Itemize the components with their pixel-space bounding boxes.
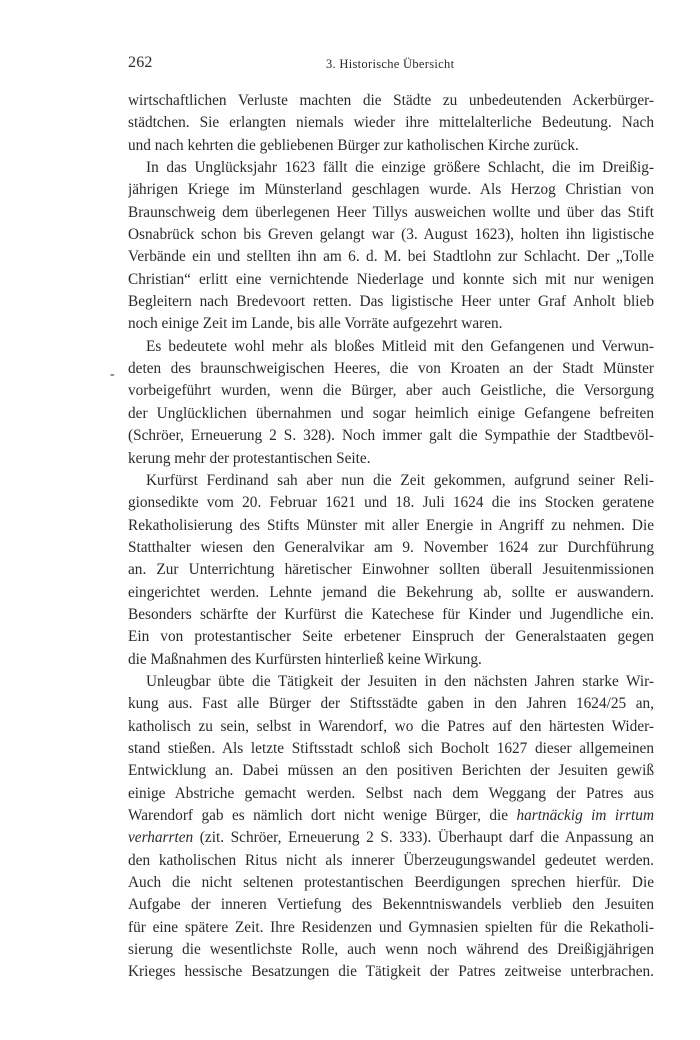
text-line: Warendorf gab es nämlich dort nicht wenige Bürger, die hartnäckig im irrtum: [128, 807, 654, 824]
text-line: Unleugbar übte die Tätigkeit der Jesuiten in den nächsten Jahren starke Wir-: [146, 672, 654, 690]
running-head: 3. Historische Übersicht: [326, 57, 455, 71]
text-line: der Unglücklichen übernahmen und sogar heimlich einige Gefangene befreiten: [128, 404, 654, 422]
text-line: Kurfürst Ferdinand sah aber nun die Zeit gekommen, aufgrund seiner Reli-: [146, 471, 654, 489]
text-line: katholisch zu sein, selbst in Warendorf, wo die Patres auf den härtesten Wider-: [128, 717, 654, 735]
text-line: In das Unglücksjahr 1623 fällt die einzige größere Schlacht, die im Dreißig-: [146, 159, 654, 177]
text-line: Verbände ein und stellten ihn am 6. d. M. bei Stadtlohn zur Schlacht. Der „Tolle: [128, 248, 654, 266]
paragraph: [128, 336, 654, 470]
text-line: eingerichtet werden. Lehnte jemand die Bekehrung ab, sollte er auswandern.: [128, 583, 654, 601]
text-line: vorbeigeführt wurden, wenn die Bürger, aber auch Geistliche, die Versorgung: [128, 382, 654, 400]
text-line: an. Zur Unterrichtung häretischer Einwohner sollten überall Jesuitenmissionen: [128, 561, 654, 579]
paragraph: [128, 157, 654, 336]
paragraph: [128, 470, 654, 671]
text-line: den katholischen Ritus nicht als innerer Überzeugungswandel gedeutet werden.: [128, 851, 654, 869]
text-line: Begleitern nach Bredevoort retten. Das ligistische Heer unter Graf Anholt blieb: [128, 293, 654, 311]
text-line: städtchen. Sie erlangten niemals wieder ihre mittelalterliche Bedeutung. Nach: [128, 114, 654, 132]
text-line: und nach kehrten die gebliebenen Bürger zur katholischen Kirche zurück.: [128, 136, 579, 154]
text-line: kung aus. Fast alle Bürger der Stiftsstädte gaben in den Jahren 1624/25 an,: [128, 695, 654, 713]
text-line: verharrten (zit. Schröer, Erneuerung 2 S. 333). Überhaupt darf die Anpassung an: [128, 829, 654, 847]
text-line: sierung die wesentlichste Rolle, auch wenn noch während des Dreißigjährigen: [128, 941, 654, 959]
text-line: Christian“ erlitt eine vernichtende Niederlage und konnte sich mit nur wenigen: [128, 270, 654, 288]
text-line: deten des braunschweigischen Heeres, die von Kroaten an der Stadt Münster: [128, 360, 654, 378]
page-number: 262: [128, 54, 153, 71]
text-line: (Schröer, Erneuerung 2 S. 328). Noch immer galt die Sympathie der Stadtbevöl-: [128, 427, 654, 445]
body-text: [128, 90, 654, 984]
text-line: Auch die nicht seltenen protestantischen Beerdigungen sprechen hierfür. Die: [128, 874, 654, 892]
text-line: Ein von protestantischer Seite erbetener Einspruch der Generalstaaten gegen: [128, 628, 654, 646]
text-line: wirtschaftlichen Verluste machten die Städte zu unbedeutenden Ackerbürger-: [128, 92, 654, 109]
text-line: Krieges hessische Besatzungen die Tätigkeit der Patres zeitweise unterbrachen.: [128, 963, 654, 981]
paragraph: [128, 90, 654, 157]
text-line: kerung mehr der protestantischen Seite.: [128, 449, 371, 467]
margin-mark: -: [110, 367, 115, 382]
text-line: einige Abstriche gemacht werden. Selbst nach dem Weggang der Patres aus: [128, 784, 654, 802]
text-line: jährigen Kriege im Münsterland geschlagen wurde. Als Herzog Christian von: [128, 181, 654, 199]
text-line: Es bedeutete wohl mehr als bloßes Mitleid mit den Gefangenen und Verwun-: [146, 337, 654, 355]
text-line: stand stießen. Als letzte Stiftsstadt schloß sich Bocholt 1627 dieser allgemeinen: [128, 739, 654, 757]
text-line: Statthalter wiesen den Generalvikar am 9. November 1624 zur Durchführung: [128, 538, 654, 556]
text-line: Osnabrück schon bis Greven gelangt war (3. August 1623), holten ihn ligistische: [128, 226, 654, 244]
text-line: Aufgabe der inneren Vertiefung des Bekenntniswandels verblieb den Jesuiten: [128, 896, 654, 914]
text-line: Besonders schärfte der Kurfürst die Katechese für Kinder und Jugendliche ein.: [128, 605, 654, 623]
text-line: gionsedikte vom 20. Februar 1621 und 18. Juli 1624 die ins Stocken geratene: [128, 494, 654, 512]
text-line: Braunschweig dem überlegenen Heer Tillys ausweichen wollte und über das Stift: [128, 203, 654, 221]
text-line: Rekatholisierung des Stifts Münster mit aller Energie in Angriff zu nehmen. Die: [128, 516, 654, 534]
text-line: für eine spätere Zeit. Ihre Residenzen und Gymnasien spielten für die Rekatholi-: [128, 918, 654, 936]
paragraph: [128, 671, 654, 984]
text-line: Entwicklung an. Dabei müssen an den positiven Berichten der Jesuiten gewiß: [128, 762, 654, 780]
text-line: noch einige Zeit im Lande, bis alle Vorräte aufgezehrt waren.: [128, 315, 503, 333]
text-line: die Maßnahmen des Kurfürsten hinterließ keine Wirkung.: [128, 650, 482, 668]
